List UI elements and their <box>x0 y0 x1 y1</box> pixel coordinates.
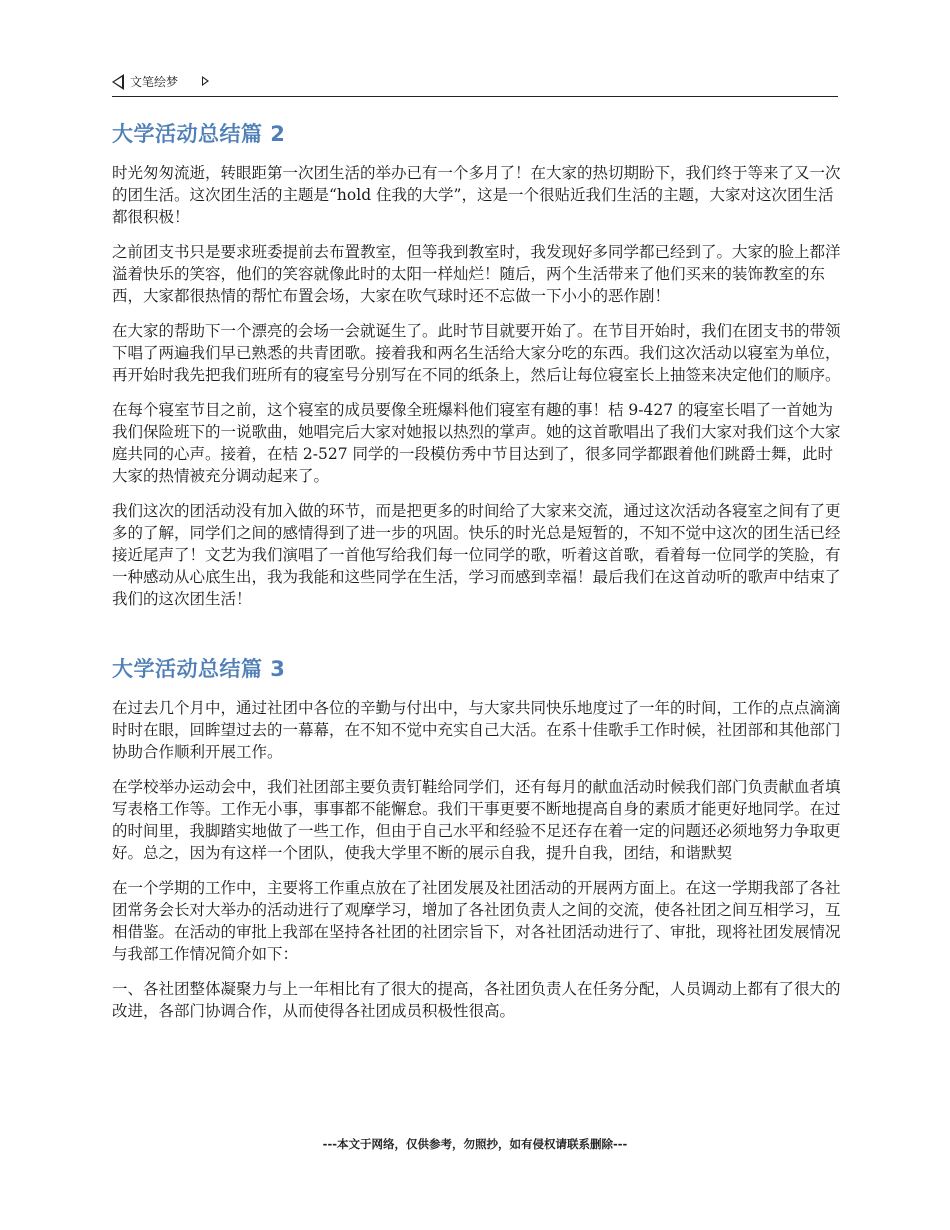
section-title: 大学活动总结篇 2 <box>112 122 286 146</box>
section-gap <box>112 623 844 647</box>
paragraph: 我们这次的团活动没有加入做的环节，而是把更多的时间给了大家来交流，通过这次活动各寝室之间有了更多的了解，同学们之间的感情得到了进一步的巩固。快乐的时光总是短暂的，不知不觉中这次的团生活已经接近尾声了！文艺为我们演唱了一首他写给我们每一位同学的歌，听着这首歌，看着每一位同学的笑脸，有一种感动从心底生出，我为我能和这些同学在生活，学习而感到幸福！最后我们在这首动听的歌声中结束了我们的这次团生活！ <box>112 502 841 608</box>
document-body <box>112 112 844 1035</box>
brand-text: 文笔绘梦 <box>130 75 179 89</box>
paragraph: 在学校举办运动会中，我们社团部主要负责钉鞋给同学们，还有每月的献血活动时候我们部门负责献血者填写表格工作等。工作无小事，事事都不能懈怠。我们干事更要不断地提高自身的素质才能更好地同学。在过的时间里，我脚踏实地做了一些工作，但由于自己水平和经验不足还存在着一定的问题还必须地努力争取更好。总之，因为有这样一个团队，使我大学里不断的展示自我，提升自我，团结，和谐默契 <box>112 778 841 862</box>
brand <box>112 73 178 90</box>
section-title: 大学活动总结篇 3 <box>112 657 286 681</box>
page-header <box>112 72 838 97</box>
paragraph: 在大家的帮助下一个漂亮的会场一会就诞生了。此时节目就要开始了。在节目开始时，我们在团支书的带领下唱了两遍我们早已熟悉的共青团歌。接着我和两名生活给大家分吃的东西。我们这次活动以寝室为单位，再开始时我先把我们班所有的寝室号分别写在不同的纸条上，然后让每位寝室长上抽签来决定他们的顺序。 <box>112 322 841 384</box>
paragraph: 一、各社团整体凝聚力与上一年相比有了很大的提高，各社团负责人在任务分配，人员调动上都有了很大的改进，各部门协调合作，从而使得各社团成员积极性很高。 <box>112 980 841 1020</box>
paragraph: 在过去几个月中，通过社团中各位的辛勤与付出中，与大家共同快乐地度过了一年的时间，工作的点点滴滴时时在眼，回眸望过去的一幕幕，在不知不觉中充实自己大活。在系十佳歌手工作时候，社团部和其他部门协助合作顺利开展工作。 <box>112 699 841 761</box>
triangle-right-icon <box>202 76 209 86</box>
paragraph: 在每个寝室节目之前，这个寝室的成员要像全班爆料他们寝室有趣的事！桔 9-427 的寝室长唱了一首她为我们保险班下的一说歌曲，她唱完后大家对她报以热烈的掌声。她的这首歌唱出了我们大家对我们这个大家庭共同的心声。接着，在桔 2-527 同学的一段模仿秀中节目达到了，很多同学都跟着他们跳爵士舞，此时大家的热情被充分调动起来了。 <box>112 401 841 485</box>
paragraph: 在一个学期的工作中，主要将工作重点放在了社团发展及社团活动的开展两方面上。在这一学期我部了各社团常务会长对大举办的活动进行了观摩学习，增加了各社团负责人之间的交流，使各社团之间互相学习，互相借鉴。在活动的审批上我部在坚持各社团的社团宗旨下，对各社团活动进行了、审批，现将社团发展情况与我部工作情况简介如下： <box>112 879 841 963</box>
triangle-left-icon <box>112 74 124 90</box>
paragraph: 之前团支书只是要求班委提前去布置教室，但等我到教室时，我发现好多同学都已经到了。大家的脸上都洋溢着快乐的笑容，他们的笑容就像此时的太阳一样灿烂！随后，两个生活带来了他们买来的装饰教室的东西，大家都很热情的帮忙布置会场，大家在吹气球时还不忘做一下小小的恶作剧！ <box>112 243 841 305</box>
paragraph: 时光匆匆流逝，转眼距第一次团生活的举办已有一个多月了！在大家的热切期盼下，我们终于等来了又一次的团生活。这次团生活的主题是“hold 住我的大学”，这是一个很贴近我们生活的主题，大家对这次团生活都很积极！ <box>112 164 841 226</box>
footer-disclaimer: ---本文于网络，仅供参考，勿照抄，如有侵权请联系删除--- <box>322 1137 628 1151</box>
